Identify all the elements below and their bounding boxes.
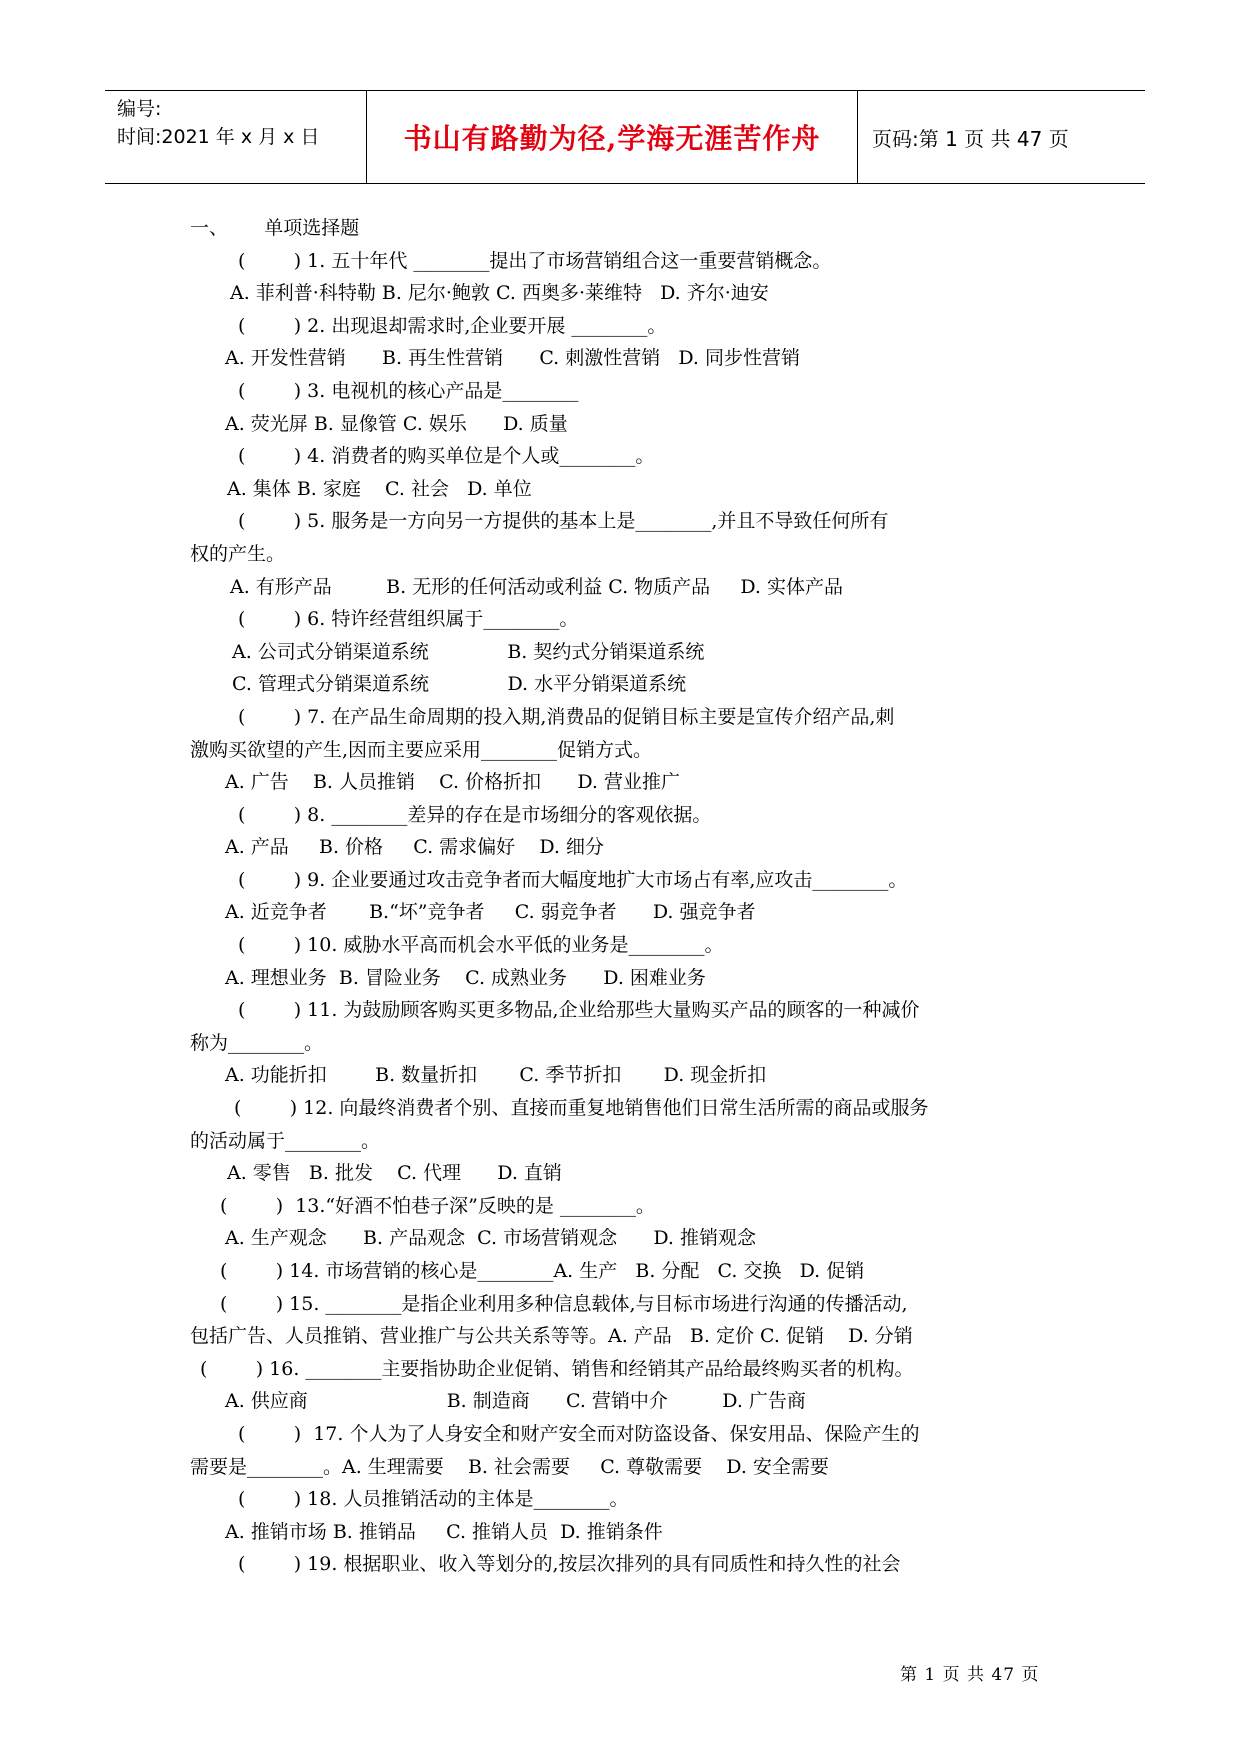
- header-motto: 书山有路勤为径,学海无涯苦作舟: [367, 91, 858, 183]
- text-line: A. 推销市场 B. 推销品 C. 推销人员 D. 推销条件: [225, 1520, 663, 1543]
- text-line: A. 产品 B. 价格 C. 需求偏好 D. 细分: [225, 836, 604, 859]
- text-line: 需要是________。A. 生理需要 B. 社会需要 C. 尊敬需要 D. 安全需要: [190, 1455, 829, 1478]
- text-line: A. 公司式分销渠道系统 B. 契约式分销渠道系统: [232, 640, 705, 663]
- header-meta: [105, 91, 367, 183]
- text-line: 的活动属于________。: [190, 1129, 381, 1152]
- text-line: A. 开发性营销 B. 再生性营销 C. 刺激性营销 D. 同步性营销: [225, 347, 801, 370]
- page-footer: 第 1 页 共 47 页: [900, 1665, 1040, 1685]
- text-line: A. 功能折扣 B. 数量折扣 C. 季节折扣 D. 现金折扣: [225, 1064, 767, 1087]
- text-line: 权的产生。: [190, 542, 286, 565]
- text-line: A. 广告 B. 人员推销 C. 价格折扣 D. 营业推广: [225, 771, 680, 794]
- question-lines: [190, 245, 1070, 1581]
- section-title: 一、 单项选择题: [190, 217, 360, 239]
- text-line: A. 荧光屏 B. 显像管 C. 娱乐 D. 质量: [225, 412, 568, 435]
- time-label: 时间:2021 年 x 月 x 日: [117, 126, 320, 148]
- text-line: A. 零售 B. 批发 C. 代理 D. 直销: [227, 1162, 562, 1185]
- text-line: A. 菲利普·科特勒 B. 尼尔·鲍敦 C. 西奥多·莱维特 D. 齐尔·迪安: [230, 282, 769, 305]
- text-line: ( ) 9. 企业要通过攻击竞争者而大幅度地扩大市场占有率,应攻击________。: [238, 868, 908, 891]
- text-line: C. 管理式分销渠道系统 D. 水平分销渠道系统: [232, 673, 687, 696]
- text-line: A. 有形产品 B. 无形的任何活动或利益 C. 物质产品 D. 实体产品: [230, 575, 844, 598]
- text-line: ( ) 4. 消费者的购买单位是个人或________。: [238, 445, 655, 468]
- text-line: A. 供应商 B. 制造商 C. 营销中介 D. 广告商: [225, 1390, 806, 1413]
- text-line: A. 集体 B. 家庭 C. 社会 D. 单位: [227, 477, 532, 500]
- text-line: ( ) 8. ________差异的存在是市场细分的客观依据。: [238, 803, 712, 826]
- text-line: ( ) 14. 市场营销的核心是________A. 生产 B. 分配 C. 交换 D. 促销: [220, 1260, 865, 1282]
- text-line: ( ) 6. 特许经营组织属于________。: [238, 608, 579, 631]
- text-line: ( ) 15. ________是指企业利用多种信息载体,与目标市场进行沟通的传播活动,: [220, 1292, 908, 1315]
- text-line: ( ) 7. 在产品生命周期的投入期,消费品的促销目标主要是宣传介绍产品,刺: [238, 705, 895, 728]
- number-label: 编号:: [117, 98, 162, 120]
- text-line: ( ) 10. 威胁水平高而机会水平低的业务是________。: [238, 934, 724, 957]
- header-page-info: 页码:第 1 页 共 47 页: [872, 126, 1069, 151]
- text-line: A. 生产观念 B. 产品观念 C. 市场营销观念 D. 推销观念: [225, 1227, 756, 1250]
- text-line: ( ) 3. 电视机的核心产品是________: [238, 379, 579, 402]
- text-line: A. 近竞争者 B.“坏”竞争者 C. 弱竞争者 D. 强竞争者: [225, 901, 756, 924]
- text-line: ( ) 17. 个人为了人身安全和财产安全而对防盗设备、保安用品、保险产生的: [238, 1422, 920, 1445]
- text-line: ( ) 18. 人员推销活动的主体是________。: [238, 1488, 629, 1511]
- page-header: [105, 90, 1145, 184]
- text-line: 称为________。: [190, 1031, 324, 1054]
- text-line: ( ) 13.“好酒不怕巷子深”反映的是 ________。: [220, 1194, 655, 1217]
- text-line: 激购买欲望的产生,因而主要应采用________促销方式。: [190, 738, 653, 761]
- text-line: ( ) 11. 为鼓励顾客购买更多物品,企业给那些大量购买产品的顾客的一种减价: [238, 999, 920, 1022]
- text-line: ( ) 1. 五十年代 ________提出了市场营销组合这一重要营销概念。: [238, 249, 832, 272]
- text-line: A. 理想业务 B. 冒险业务 C. 成熟业务 D. 困难业务: [225, 966, 706, 989]
- text-line: ( ) 5. 服务是一方向另一方提供的基本上是________,并且不导致任何所有: [238, 510, 889, 533]
- text-line: ( ) 19. 根据职业、收入等划分的,按层次排列的具有同质性和持久性的社会: [238, 1553, 901, 1576]
- text-line: 包括广告、人员推销、营业推广与公共关系等等。A. 产品 B. 定价 C. 促销 D. 分销: [190, 1325, 913, 1348]
- text-line: ( ) 16. ________主要指协助企业促销、销售和经销其产品给最终购买者的机构。: [200, 1357, 914, 1380]
- question-list: [190, 212, 1070, 1581]
- text-line: ( ) 12. 向最终消费者个别、直接而重复地销售他们日常生活所需的商品或服务: [234, 1097, 929, 1120]
- text-line: ( ) 2. 出现退却需求时,企业要开展 ________。: [238, 314, 667, 337]
